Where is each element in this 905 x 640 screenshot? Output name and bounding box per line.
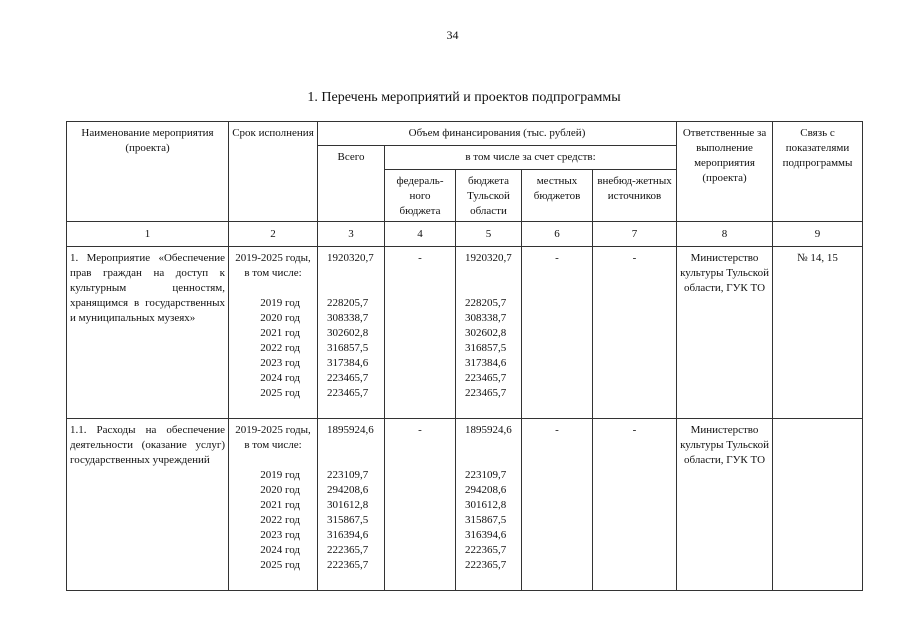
col-number: 8 <box>677 222 773 247</box>
year-total: 315867,5 <box>327 514 369 526</box>
year-regional: 223109,7 <box>465 469 507 481</box>
year-regional: 222365,7 <box>465 544 507 556</box>
year-label: 2025 год <box>260 387 300 399</box>
year-regional: 223465,7 <box>465 372 507 384</box>
year-total: 316394,6 <box>327 529 369 541</box>
year-total: 301612,8 <box>327 499 369 511</box>
table-row <box>67 247 863 419</box>
year-total: 222365,7 <box>327 544 369 556</box>
col-number: 2 <box>229 222 318 247</box>
year-label: 2024 год <box>260 544 300 556</box>
col-number: 6 <box>522 222 593 247</box>
term-sub: в том числе: <box>244 439 302 451</box>
header-term: Срок исполнения <box>229 122 318 222</box>
col-number: 4 <box>385 222 456 247</box>
term-head: 2019-2025 годы, <box>235 424 311 436</box>
year-label: 2024 год <box>260 372 300 384</box>
year-regional: 294208,6 <box>465 484 507 496</box>
year-regional: 308338,7 <box>465 312 507 324</box>
year-regional: 317384,6 <box>465 357 507 369</box>
header-finance: Объем финансирования (тыс. рублей) <box>318 122 677 146</box>
year-label: 2022 год <box>260 514 300 526</box>
year-total: 302602,8 <box>327 327 369 339</box>
year-label: 2019 год <box>260 469 300 481</box>
total-cell <box>318 247 385 419</box>
term-sub: в том числе: <box>244 267 302 279</box>
regional-cell <box>456 247 522 419</box>
header-extra: внебюд-жетных источников <box>593 170 677 222</box>
measure-name: 1. Мероприятие «Обеспечение прав граждан на доступ к культурным ценностям, хранящимся в государственных и муниципальных музеях» <box>67 247 229 419</box>
responsible-value: Министерство культуры Тульской области, ГУК ТО <box>677 247 773 419</box>
header-federal: федераль-ного бюджета <box>385 170 456 222</box>
year-label: 2023 год <box>260 357 300 369</box>
regional-value: 1920320,7 <box>465 252 512 264</box>
extra-value: - <box>593 419 677 591</box>
year-label: 2021 год <box>260 499 300 511</box>
year-total: 228205,7 <box>327 297 369 309</box>
col-number: 9 <box>773 222 863 247</box>
header-including: в том числе за счет средств: <box>385 146 677 170</box>
year-label: 2022 год <box>260 342 300 354</box>
col-number: 1 <box>67 222 229 247</box>
year-regional: 223465,7 <box>465 387 507 399</box>
col-number: 3 <box>318 222 385 247</box>
year-regional: 316857,5 <box>465 342 507 354</box>
document-title: 1. Перечень мероприятий и проектов подпрограммы <box>307 90 621 105</box>
header-total: Всего <box>318 146 385 222</box>
regional-cell <box>456 419 522 591</box>
header-responsible: Ответственные за выполнение мероприятия (проекта) <box>677 122 773 222</box>
year-regional: 316394,6 <box>465 529 507 541</box>
year-regional: 228205,7 <box>465 297 507 309</box>
term-cell <box>229 247 318 419</box>
year-total: 223465,7 <box>327 372 369 384</box>
col-number: 5 <box>456 222 522 247</box>
year-total: 223465,7 <box>327 387 369 399</box>
total-cell <box>318 419 385 591</box>
year-total: 222365,7 <box>327 559 369 571</box>
year-regional: 222365,7 <box>465 559 507 571</box>
page-number: 34 <box>446 28 459 42</box>
year-total: 316857,5 <box>327 342 369 354</box>
year-regional: 301612,8 <box>465 499 507 511</box>
measures-table <box>66 121 863 591</box>
local-value: - <box>522 419 593 591</box>
federal-value: - <box>385 247 456 419</box>
year-total: 294208,6 <box>327 484 369 496</box>
col-number: 7 <box>593 222 677 247</box>
regional-value: 1895924,6 <box>465 424 512 436</box>
year-label: 2019 год <box>260 297 300 309</box>
year-label: 2023 год <box>260 529 300 541</box>
total-value: 1895924,6 <box>327 424 374 436</box>
year-total: 308338,7 <box>327 312 369 324</box>
year-regional: 315867,5 <box>465 514 507 526</box>
year-total: 317384,6 <box>327 357 369 369</box>
column-numbers-row <box>67 222 863 247</box>
responsible-value: Министерство культуры Тульской области, ГУК ТО <box>677 419 773 591</box>
header-name: Наименование мероприятия (проекта) <box>67 122 229 222</box>
extra-value: - <box>593 247 677 419</box>
header-link: Связь с показателями подпрограммы <box>773 122 863 222</box>
header-regional: бюджета Тульской области <box>456 170 522 222</box>
total-value: 1920320,7 <box>327 252 374 264</box>
header-local: местных бюджетов <box>522 170 593 222</box>
term-head: 2019-2025 годы, <box>235 252 311 264</box>
year-label: 2021 год <box>260 327 300 339</box>
measure-name: 1.1. Расходы на обеспечение деятельности (оказание услуг) государственных учреждений <box>67 419 229 591</box>
year-label: 2025 год <box>260 559 300 571</box>
term-cell <box>229 419 318 591</box>
indicator-link <box>773 419 863 591</box>
year-total: 223109,7 <box>327 469 369 481</box>
year-label: 2020 год <box>260 312 300 324</box>
local-value: - <box>522 247 593 419</box>
indicator-link: № 14, 15 <box>773 247 863 419</box>
year-regional: 302602,8 <box>465 327 507 339</box>
federal-value: - <box>385 419 456 591</box>
year-label: 2020 год <box>260 484 300 496</box>
table-row <box>67 419 863 591</box>
